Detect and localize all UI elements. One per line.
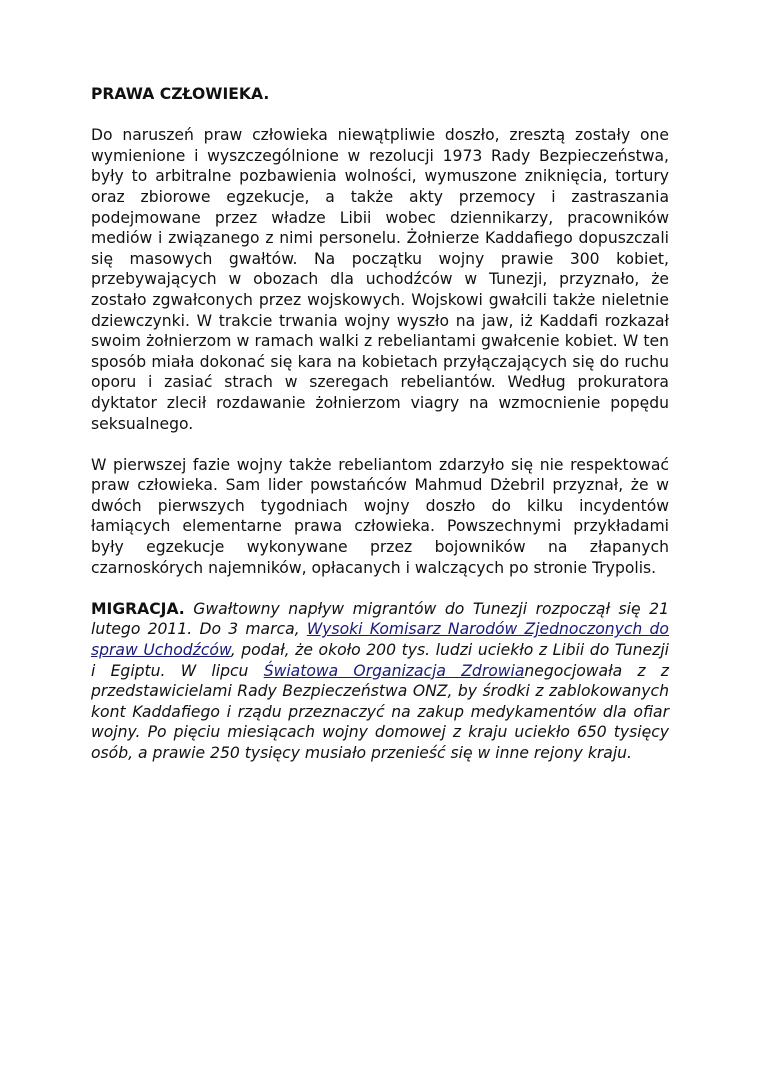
migration-lead-label: MIGRACJA. xyxy=(91,599,185,618)
migration-text-part3: negocjowała z z przedstawicielami Rady Bezpieczeństwa ONZ, by środki z zablokowanych kont Kaddafiego i rządu przeznaczyć na zakup medykamentów dla ofiar wojny. Po pięciu miesiącach wojny domowej z kraju uciekło 650 tysięcy osób, a prawie 250 tysięcy musiało przenieść się w inne rejony kraju. xyxy=(91,661,669,762)
migration-text-part1: Gwałtowny napływ migrantów do Tunezji rozpoczął się 21 lutego 2011. Do 3 marca, xyxy=(91,599,669,639)
link-who[interactable]: Światowa Organizacja Zdrowia xyxy=(263,661,525,680)
document-page xyxy=(91,84,669,764)
paragraph-migration xyxy=(91,599,669,764)
link-unhcr[interactable]: Wysoki Komisarz Narodów Zjednoczonych do spraw Uchodźców xyxy=(91,620,669,660)
paragraph-human-rights-violations: Do naruszeń praw człowieka niewątpliwie doszło, zresztą zostały one wymienione i wyszczególnione w rezolucji 1973 Rady Bezpieczeństwa, były to arbitralne pozbawienia wolności, wymuszone zniknięcia, tortury oraz zbiorowe egzekucje, a także akty przemocy i zastraszania podejmowane przez władze Libii wobec dziennikarzy, pracowników mediów i związanego z nimi personelu. Żołnierze Kaddafiego dopuszczali się masowych gwałtów. Na początku wojny prawie 300 kobiet, przebywających w obozach dla uchodźców w Tunezji, przyznało, że zostało zgwałconych przez wojskowych. Wojskowi gwałcili także nieletnie dziewczynki. W trakcie trwania wojny wyszło na jaw, iż Kaddafi rozkazał swoim żołnierzom w ramach walki z rebeliantami gwałcenie kobiet. W ten sposób miała dokonać się kara na kobietach przyłączających się do ruchu oporu i zasiać strach w szeregach rebeliantów. Według prokuratora dyktator zlecił rozdawanie żołnierzom viagry na wzmocnienie popędu seksualnego. xyxy=(91,126,669,433)
paragraph-rebels-violations: W pierwszej fazie wojny także rebeliantom zdarzyło się nie respektować praw człowieka. Sam lider powstańców Mahmud Dżebril przyznał, że w dwóch pierwszych tygodniach wojny doszło do kilku incydentów łamiących elementarne prawa człowieka. Powszechnymi przykładami były egzekucje wykonywane przez bojowników na złapanych czarnoskórych najemników, opłacanych i walczących po stronie Trypolis. xyxy=(91,455,669,577)
migration-text-part2: , podał, że około 200 tys. ludzi uciekło z Libii do Tunezji i Egiptu. W lipcu xyxy=(91,641,669,680)
section-heading-human-rights: PRAWA CZŁOWIEKA. xyxy=(91,85,270,103)
